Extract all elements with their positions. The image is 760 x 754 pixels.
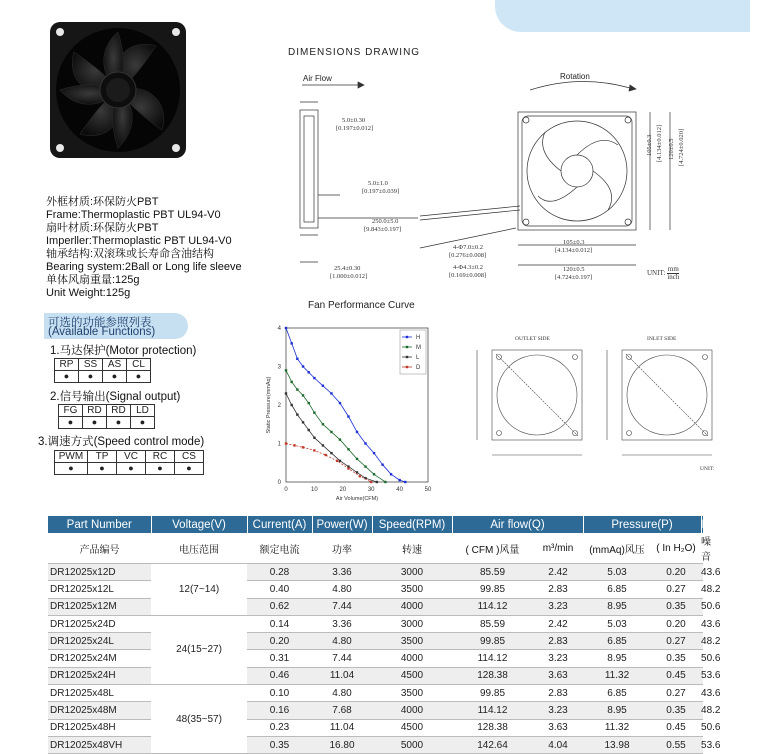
spec-bearing-en: Bearing system:2Ball or Long life sleeve [46, 261, 242, 273]
header-voltage: Voltage(V) [151, 516, 247, 533]
table-cell: 0.46 [247, 667, 312, 684]
data-point [313, 412, 315, 414]
table-cell: 3500 [372, 633, 452, 650]
table-cell: 5.03 [583, 615, 651, 632]
y-tick-label: 1 [277, 441, 281, 448]
dot: ● [117, 463, 146, 475]
data-point [359, 475, 361, 477]
table-row [48, 564, 703, 581]
data-point [336, 460, 338, 462]
table-cell: 99.85 [452, 633, 533, 650]
table-cell: 3500 [372, 581, 452, 598]
table-cell: 4000 [372, 702, 452, 719]
data-point [296, 388, 298, 390]
sub-inh2o: ( In H₂O) [651, 533, 701, 564]
table-row [48, 702, 703, 719]
data-point [285, 392, 287, 394]
dot: ● [83, 417, 107, 429]
table-cell: 6.85 [583, 685, 651, 702]
cell-voltage-group: 24(15~27) [151, 615, 247, 684]
spec-frame-cn: 外框材质:环保防火PBT [46, 196, 159, 208]
table-cell: 0.20 [651, 615, 701, 632]
speed-code: VC [117, 451, 146, 463]
table-cell: 43.6 [701, 685, 703, 702]
y-tick-label: 3 [277, 364, 281, 371]
data-point [293, 444, 295, 446]
table-cell: 50.6 [701, 598, 703, 615]
table-cell: 0.35 [651, 598, 701, 615]
table-cell: 0.45 [651, 719, 701, 736]
speed-code: PWM [55, 451, 88, 463]
dot: ● [59, 417, 83, 429]
data-point [308, 371, 310, 373]
x-tick-label: 20 [339, 487, 347, 493]
data-point [404, 481, 406, 483]
y-tick-label: 4 [277, 326, 281, 332]
cell-part-number: DR12025x48L [48, 685, 151, 702]
cell-part-number: DR12025x48VH [48, 736, 151, 753]
dot: ● [146, 463, 175, 475]
dim-v4: [4.724±0.020] [678, 128, 685, 166]
table-cell: 3.63 [533, 667, 583, 684]
data-point [347, 467, 349, 469]
data-point [339, 402, 341, 404]
header-speed: Speed(RPM) [372, 516, 452, 533]
dot: ● [127, 371, 151, 383]
header-airflow: Air flow(Q) [452, 516, 583, 533]
table-row [48, 719, 703, 736]
table-cell: 0.20 [651, 564, 701, 581]
data-point [302, 365, 304, 367]
table-cell: 7.68 [312, 702, 372, 719]
table-cell: 43.6 [701, 564, 703, 581]
dim-f: 4-Φ4.3±0.2 [453, 264, 483, 271]
table-cell: 3.36 [312, 615, 372, 632]
dim-d-inch: [1.000±0.012] [330, 273, 368, 280]
table-cell: 2.83 [533, 685, 583, 702]
table-cell: 5.03 [583, 564, 651, 581]
data-point [384, 481, 386, 483]
dot: ● [79, 371, 103, 383]
data-point [285, 442, 287, 444]
dim-b: 5.0±1.0 [368, 180, 388, 187]
data-point [381, 463, 383, 465]
dim-b-inch: [0.197±0.039] [362, 188, 400, 195]
functions-title-cn: 可选的功能参照列表 [48, 317, 152, 329]
data-point [302, 394, 304, 396]
table-cell: 142.64 [452, 736, 533, 753]
data-point [313, 377, 315, 379]
x-tick-label: 50 [424, 487, 432, 493]
cell-voltage-group: 48(35~57) [151, 685, 247, 754]
sub-part-number: 产品编号 [48, 533, 151, 564]
data-point [302, 421, 304, 423]
table-cell: 0.27 [651, 581, 701, 598]
table-cell: 99.85 [452, 685, 533, 702]
table-cell: 3000 [372, 615, 452, 632]
data-point [290, 404, 292, 406]
table-row [48, 633, 703, 650]
data-point [376, 481, 378, 483]
data-point [356, 471, 358, 473]
cell-voltage-group: 12(7~14) [151, 564, 247, 616]
dim-v1: 105±0.3 [646, 134, 653, 156]
spec-frame-en: Frame:Thermoplastic PBT UL94-V0 [46, 209, 221, 221]
signal-code: FG [59, 405, 83, 417]
inlet-side-label: INLET SIDE [647, 336, 677, 342]
cell-part-number: DR12025x12M [48, 598, 151, 615]
spec-table [48, 516, 760, 754]
table-cell: 48.2 [701, 633, 703, 650]
table-cell: 0.16 [247, 702, 312, 719]
x-tick-label: 10 [311, 487, 318, 493]
x-axis-label: Air Volume(CFM) [335, 496, 379, 502]
sub-m3min: m³/min [533, 533, 583, 564]
table-cell: 85.59 [452, 564, 533, 581]
cell-part-number: DR12025x24H [48, 667, 151, 684]
table-cell: 0.10 [247, 685, 312, 702]
data-point [290, 381, 292, 383]
dot: ● [88, 463, 117, 475]
table-cell: 7.44 [312, 650, 372, 667]
dot: ● [175, 463, 204, 475]
table-cell: 0.62 [247, 598, 312, 615]
header-band [495, 0, 750, 32]
cell-part-number: DR12025x24M [48, 650, 151, 667]
cell-part-number: DR12025x48M [48, 702, 151, 719]
rotation-label: Rotation [560, 72, 590, 81]
table-row [48, 581, 703, 598]
outlet-inlet-drawing [462, 330, 732, 485]
sub-speed: 转速 [372, 533, 452, 564]
y-tick-label: 0 [277, 480, 281, 486]
table-cell: 53.6 [701, 667, 703, 684]
table-cell: 3.23 [533, 702, 583, 719]
legend-marker [406, 356, 408, 358]
series-line-H [286, 328, 405, 482]
motor-code: RP [55, 359, 79, 371]
table-cell: 0.28 [247, 564, 312, 581]
legend-marker [406, 346, 408, 348]
table-cell: 0.20 [247, 633, 312, 650]
header-pressure: Pressure(P) [583, 516, 701, 533]
series-line-M [286, 370, 385, 482]
unit2-label: UNIT: [700, 466, 715, 472]
table-cell: 4500 [372, 719, 452, 736]
table-cell: 50.6 [701, 719, 703, 736]
data-point [373, 473, 375, 475]
legend-label: H [416, 335, 421, 341]
table-row [48, 667, 703, 684]
spec-impeller-cn: 扇叶材质:环保防火PBT [46, 222, 159, 234]
data-point [322, 385, 324, 387]
table-row [48, 685, 703, 702]
data-point [313, 437, 315, 439]
data-point [347, 448, 349, 450]
table-cell: 11.32 [583, 667, 651, 684]
table-cell: 11.32 [583, 719, 651, 736]
motor-code: CL [127, 359, 151, 371]
table-cell: 4.04 [533, 736, 583, 753]
cell-part-number: DR12025x48H [48, 719, 151, 736]
signal-codes-table [58, 404, 155, 429]
table-cell: 2.83 [533, 633, 583, 650]
dimension-drawing [280, 60, 700, 285]
speed-code: TP [88, 451, 117, 463]
fan-photo [48, 20, 188, 160]
dim-v3: 120±0.5 [668, 138, 675, 160]
cell-part-number: DR12025x24L [48, 633, 151, 650]
table-cell: 6.85 [583, 633, 651, 650]
table-cell: 0.55 [651, 736, 701, 753]
table-cell: 3.63 [533, 719, 583, 736]
dim-h: 120±0.5 [563, 266, 585, 273]
motor-codes-table [54, 358, 151, 383]
data-point [347, 415, 349, 417]
table-cell: 16.80 [312, 736, 372, 753]
sub-power: 功率 [312, 533, 372, 564]
dim-d: 25.4±0.30 [334, 265, 361, 272]
signal-code: RD [83, 405, 107, 417]
table-cell: 4500 [372, 667, 452, 684]
dot: ● [107, 417, 131, 429]
signal-code: LD [131, 405, 155, 417]
table-cell: 11.04 [312, 667, 372, 684]
outlet-side-label: OUTLET SIDE [515, 336, 550, 342]
table-cell: 0.35 [247, 736, 312, 753]
table-cell: 114.12 [452, 598, 533, 615]
chart-title: Fan Performance Curve [308, 300, 415, 311]
table-cell: 3.23 [533, 598, 583, 615]
speed-codes-table [54, 450, 204, 475]
table-cell: 50.6 [701, 650, 703, 667]
x-tick-label: 30 [367, 487, 375, 493]
dim-c-inch: [9.843±0.197] [364, 226, 402, 233]
data-point [330, 392, 332, 394]
y-axis-label: Static Pressure(mmAq) [266, 376, 272, 434]
series-line-L [286, 394, 377, 483]
data-point [308, 402, 310, 404]
table-cell: 0.31 [247, 650, 312, 667]
x-tick-label: 0 [284, 487, 288, 493]
data-point [302, 446, 304, 448]
sub-mmaq: (mmAq)风压 [583, 533, 651, 564]
data-point [398, 479, 400, 481]
cell-part-number: DR12025x12L [48, 581, 151, 598]
dim-f-inch: [0.169±0.008] [449, 272, 487, 279]
series-line-D [286, 444, 371, 483]
table-row [48, 598, 703, 615]
data-point [296, 413, 298, 415]
table-cell: 85.59 [452, 615, 533, 632]
dot: ● [103, 371, 127, 383]
legend-label: M [416, 345, 421, 351]
data-point [290, 342, 292, 344]
signal-code: $\overline{RD}$ [107, 405, 131, 417]
table-row [48, 736, 703, 753]
table-cell: 2.83 [533, 581, 583, 598]
dim-c: 250.0±5.0 [372, 218, 399, 225]
table-row [48, 615, 703, 632]
header-current: Current(A) [247, 516, 312, 533]
motor-code: AS [103, 359, 127, 371]
spec-impeller-en: Imperller:Thermoplastic PBT UL94-V0 [46, 235, 232, 247]
table-cell: 3000 [372, 564, 452, 581]
table-cell: 48.2 [701, 581, 703, 598]
header-noise: Noise(dBA) [701, 516, 703, 533]
legend-label: L [416, 355, 420, 361]
table-cell: 0.40 [247, 581, 312, 598]
data-point [373, 452, 375, 454]
functions-title-en: (Available Functions) [48, 326, 156, 338]
data-point [339, 438, 341, 440]
dim-g-inch: [4.134±0.012] [555, 247, 593, 254]
legend-label: D [416, 365, 421, 371]
table-cell: 0.35 [651, 650, 701, 667]
table-cell: 4.80 [312, 685, 372, 702]
sub-voltage: 电压范围 [151, 533, 247, 564]
dim-e-inch: [0.276±0.008] [449, 252, 487, 259]
table-cell: 128.38 [452, 719, 533, 736]
table-cell: 53.6 [701, 736, 703, 753]
table-cell: 0.35 [651, 702, 701, 719]
data-point [364, 442, 366, 444]
data-point [364, 465, 366, 467]
header-power: Power(W) [312, 516, 372, 533]
table-cell: 8.95 [583, 702, 651, 719]
dot: ● [55, 371, 79, 383]
data-point [356, 458, 358, 460]
table-cell: 13.98 [583, 736, 651, 753]
dot: ● [55, 463, 88, 475]
data-point [322, 444, 324, 446]
table-cell: 0.23 [247, 719, 312, 736]
unit-label: UNIT: mm inch [647, 265, 680, 281]
sub-cfm: ( CFM )风量 [452, 533, 533, 564]
dot: ● [131, 417, 155, 429]
data-point [325, 454, 327, 456]
data-point [296, 358, 298, 360]
dim-a-inch: [0.197±0.012] [336, 125, 374, 132]
table-cell: 128.38 [452, 667, 533, 684]
table-cell: 8.95 [583, 650, 651, 667]
table-cell: 99.85 [452, 581, 533, 598]
motor-code: SS [79, 359, 103, 371]
table-cell: 114.12 [452, 650, 533, 667]
table-cell: 6.85 [583, 581, 651, 598]
table-cell: 2.42 [533, 615, 583, 632]
sub-noise: 噪音 [701, 533, 703, 564]
spec-weight-cn: 单体风扇重量:125g [46, 274, 140, 286]
data-point [390, 473, 392, 475]
table-row [48, 650, 703, 667]
legend-marker [406, 336, 408, 338]
cell-part-number: DR12025x24D [48, 615, 151, 632]
table-cell: 2.42 [533, 564, 583, 581]
data-point [339, 460, 341, 462]
data-point [330, 452, 332, 454]
dim-g: 105±0.3 [563, 239, 585, 246]
signal-output-title: 2.信号输出(Signal output) [50, 391, 181, 403]
table-cell: 4000 [372, 650, 452, 667]
data-point [330, 431, 332, 433]
table-cell: 8.95 [583, 598, 651, 615]
table-cell: 0.14 [247, 615, 312, 632]
air-flow-label: Air Flow [303, 74, 332, 83]
data-point [285, 369, 287, 371]
table-cell: 7.44 [312, 598, 372, 615]
table-cell: 0.27 [651, 685, 701, 702]
speed-code: RC [146, 451, 175, 463]
header-part-number: Part Number [48, 516, 151, 533]
speed-control-title: 3.调速方式(Speed control mode) [38, 436, 205, 448]
table-cell: 4000 [372, 598, 452, 615]
motor-protection-title: 1.马达保护(Motor protection) [50, 345, 197, 357]
table-cell: 3.23 [533, 650, 583, 667]
table-cell: 5000 [372, 736, 452, 753]
table-cell: 4.80 [312, 633, 372, 650]
table-cell: 11.04 [312, 719, 372, 736]
cell-part-number: DR12025x12D [48, 564, 151, 581]
data-point [322, 423, 324, 425]
data-point [370, 481, 372, 483]
sub-current: 额定电流 [247, 533, 312, 564]
spec-bearing-cn: 轴承结构:双滚珠或长寿命含油结构 [46, 248, 215, 260]
data-point [285, 327, 287, 329]
table-cell: 0.27 [651, 633, 701, 650]
table-cell: 4.80 [312, 581, 372, 598]
spec-weight-en: Unit Weight:125g [46, 287, 131, 299]
speed-code: CS [175, 451, 204, 463]
dim-e: 4-Φ7.0±0.2 [453, 244, 483, 251]
dim-a: 5.0±0.30 [342, 117, 366, 124]
performance-chart [262, 314, 442, 510]
dim-v2: [4.134±0.012] [656, 124, 663, 162]
table-cell: 43.6 [701, 615, 703, 632]
data-point [308, 429, 310, 431]
table-cell: 0.45 [651, 667, 701, 684]
y-tick-label: 2 [277, 403, 281, 409]
table-cell: 3.36 [312, 564, 372, 581]
x-tick-label: 40 [396, 487, 403, 493]
legend-marker [406, 366, 408, 368]
data-point [356, 431, 358, 433]
table-cell: 114.12 [452, 702, 533, 719]
table-cell: 3500 [372, 685, 452, 702]
dim-h-inch: [4.724±0.197] [555, 274, 593, 281]
data-point [313, 449, 315, 451]
table-cell: 48.2 [701, 702, 703, 719]
dimensions-title: DIMENSIONS DRAWING [288, 47, 421, 58]
